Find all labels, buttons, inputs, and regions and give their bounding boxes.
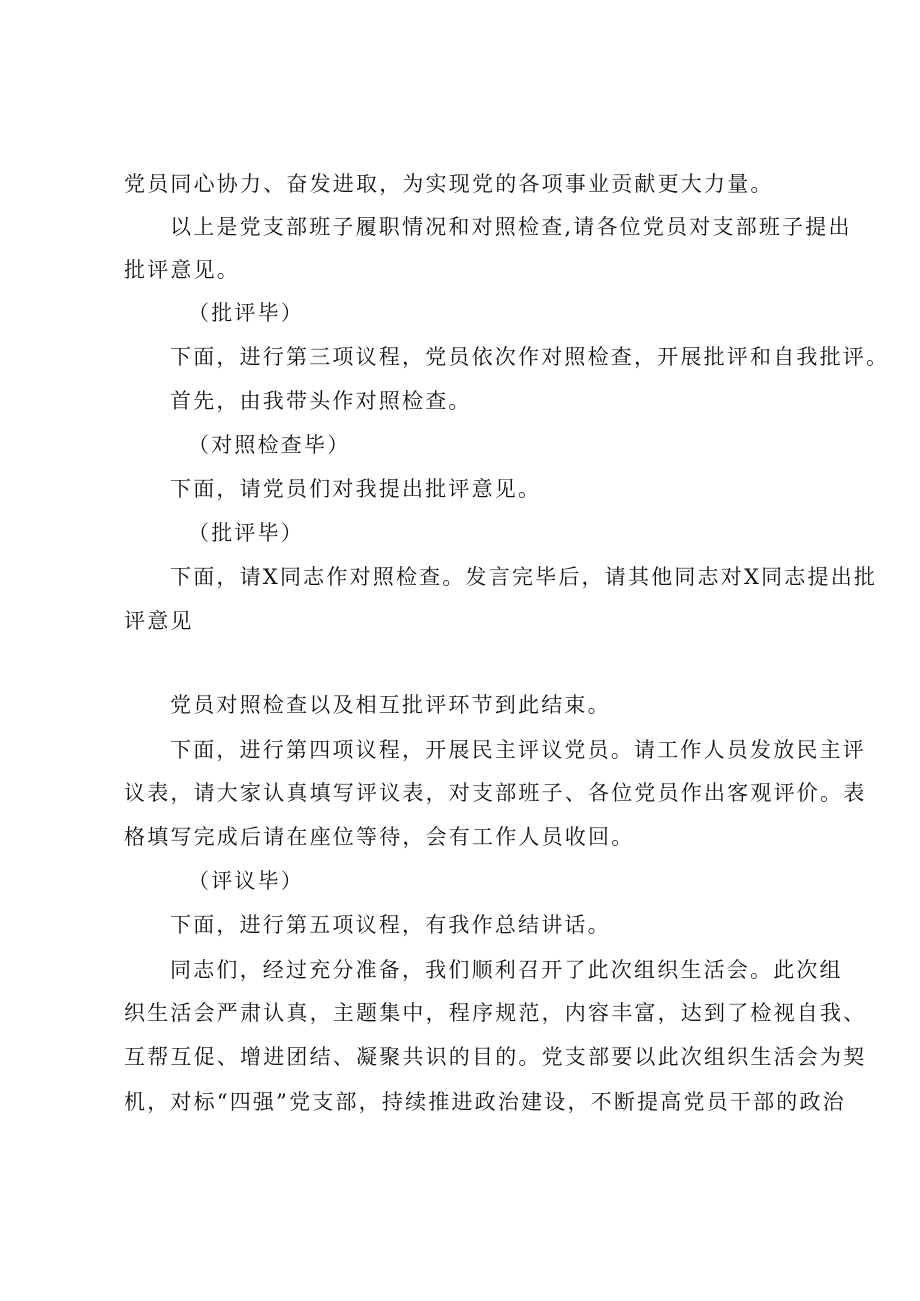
- text-line-8: 下面，请党员们对我提出批评意见。: [170, 477, 542, 501]
- text-line-3: 批评意见。: [124, 258, 240, 282]
- text-line-4: （批评毕）: [188, 301, 304, 325]
- text-line-9: （批评毕）: [188, 521, 304, 545]
- text-line-16: （评议毕）: [188, 869, 304, 893]
- text-line-12: 党员对照检查以及相互批评环节到此结束。: [170, 693, 611, 717]
- text-line-19: 织生活会严肃认真，主题集中，程序规范，内容丰富，达到了检视自我、: [124, 1001, 867, 1025]
- text-line-2: 以上是党支部班子履职情况和对照检查,请各位党员对支部班子提出: [170, 215, 852, 239]
- text-line-14: 议表，请大家认真填写评议表，对支部班子、各位党员作出客观评价。表: [124, 781, 867, 805]
- text-line-17: 下面，进行第五项议程，有我作总结讲话。: [170, 913, 611, 937]
- text-line-7: （对照检查毕）: [188, 433, 351, 457]
- text-line-20: 互帮互促、增进团结、凝聚共识的目的。党支部要以此次组织生活会为契: [124, 1045, 867, 1069]
- text-line-10: 下面，请X同志作对照检查。发言完毕后，请其他同志对X同志提出批: [170, 565, 878, 589]
- text-line-6: 首先，由我带头作对照检查。: [170, 389, 472, 413]
- text-line-18: 同志们，经过充分准备，我们顺利召开了此次组织生活会。此次组: [170, 958, 843, 982]
- text-line-11: 评意见: [124, 609, 194, 633]
- text-line-21: 机，对标“四强”党支部，持续推进政治建设，不断提高党员干部的政治: [124, 1090, 846, 1114]
- text-line-5: 下面，进行第三项议程，党员依次作对照检查，开展批评和自我批评。: [170, 345, 890, 369]
- text-line-15: 格填写完成后请在座位等待，会有工作人员收回。: [124, 825, 635, 849]
- text-line-1: 党员同心协力、奋发进取，为实现党的各项事业贡献更大力量。: [124, 172, 774, 196]
- text-line-13: 下面，进行第四项议程，开展民主评议党员。请工作人员发放民主评: [170, 738, 866, 762]
